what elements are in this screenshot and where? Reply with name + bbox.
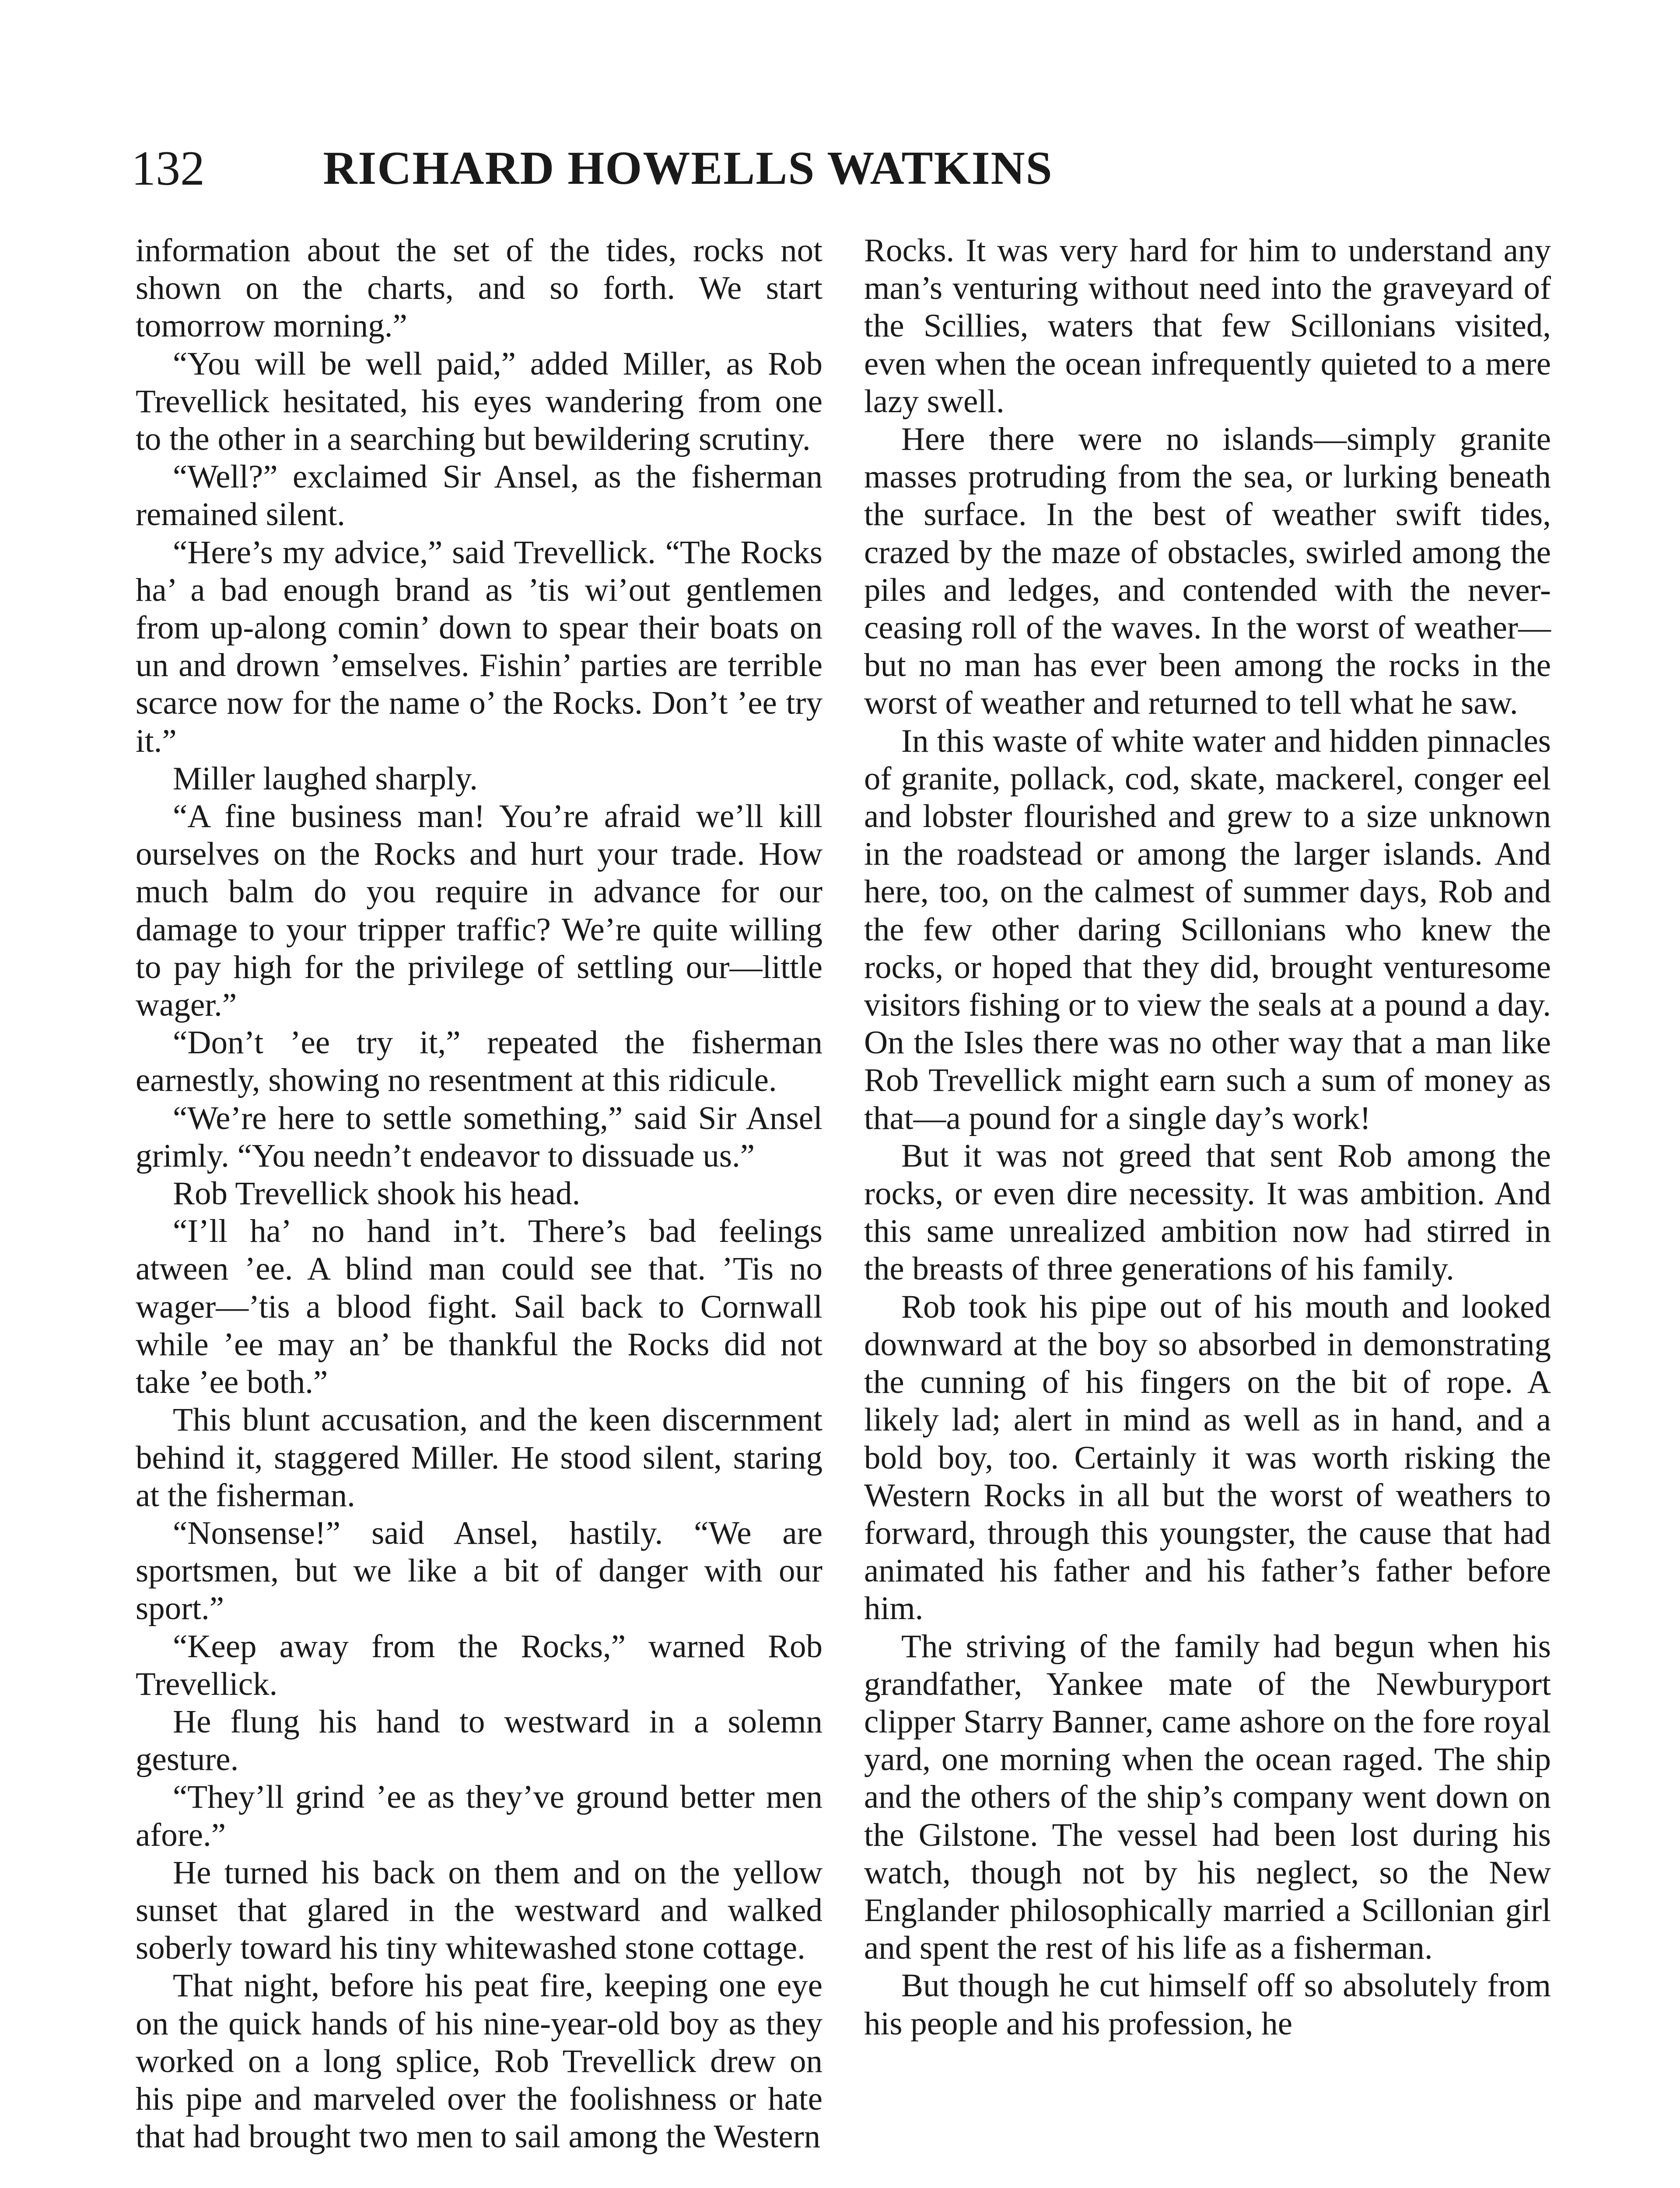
paragraph: He turned his back on them and on the yellow sunset that glared in the westward and walked soberly toward his tiny whitewashed stone cottage.	[136, 1854, 822, 1967]
paragraph: “Nonsense!” said Ansel, hastily. “We are sportsmen, but we like a bit of danger with our sport.”	[136, 1515, 822, 1627]
paragraph: He flung his hand to westward in a solemn gesture.	[136, 1703, 822, 1778]
paragraph: That night, before his peat fire, keeping one eye on the quick hands of his nine-year-old boy as they worked on a long splice, Rob Trevellick drew on his pipe and marveled over the foolishness or hate that had brought two men to sail among the Western	[136, 1967, 822, 2155]
paragraph: Miller laughed sharply.	[173, 760, 478, 797]
paragraph: “Well?” exclaimed Sir Ansel, as the fisherman remained silent.	[136, 459, 822, 533]
paragraph: Here there were no islands—simply granite masses protruding from the sea, or lurking beneath the surface. In the best of weather swift tides, crazed by the maze of obstacles, swirled among the piles and ledges, and contended with the never-ceasing roll of the waves. In the worst of weather—but no man has ever been among the rocks in the worst of weather and returned to tell what he saw.	[864, 421, 1551, 722]
left-column	[136, 232, 822, 2156]
paragraph: “Keep away from the Rocks,” warned Rob Trevellick.	[136, 1628, 822, 1702]
paragraph: But though he cut himself off so absolutely from his people and his profession, he	[864, 1967, 1551, 2042]
paragraph: Rob took his pipe out of his mouth and looked downward at the boy so absorbed in demonstrating the cunning of his fingers on the bit of rope. A likely lad; alert in mind as well as in hand, and a bold boy, too. Certainly it was worth risking the Western Rocks in all but the worst of weathers to forward, through this youngster, the cause that had animated his father and his father’s father before him.	[864, 1288, 1551, 1627]
paragraph: But it was not greed that sent Rob among the rocks, or even dire necessity. It was ambition. And this same unrealized ambition now had stirred in the breasts of three generations of his family.	[864, 1137, 1551, 1287]
paragraph: “I’ll ha’ no hand in’t. There’s bad feelings atween ’ee. A blind man could see that. ’Tis no wager—’tis a blood fight. Sail back to Cornwall while ’ee may an’ be thankful the Rocks did not take ’ee both.”	[136, 1213, 822, 1401]
paragraph: information about the set of the tides, rocks not shown on the charts, and so forth. We start tomorrow morning.”	[136, 232, 822, 344]
paragraph: This blunt accusation, and the keen discernment behind it, staggered Miller. He stood silent, staring at the fisherman.	[136, 1402, 822, 1514]
paragraph: “Don’t ’ee try it,” repeated the fisherman earnestly, showing no resentment at this ridicule.	[136, 1024, 822, 1099]
running-head: RICHARD HOWELLS WATKINS	[323, 142, 1053, 194]
paragraph: “A fine business man! You’re afraid we’ll kill ourselves on the Rocks and hurt your trade. How much balm do you require in advance for our damage to your tripper traffic? We’re quite willing to pay high for the privilege of settling our—little wager.”	[136, 798, 822, 1024]
paragraph: Rocks. It was very hard for him to understand any man’s venturing without need into the graveyard of the Scillies, waters that few Scillonians visited, even when the ocean infrequently quieted to a mere lazy swell.	[864, 232, 1551, 420]
paragraph: “They’ll grind ’ee as they’ve ground better men afore.”	[136, 1779, 822, 1853]
page-header	[131, 136, 1245, 201]
paragraph: “We’re here to settle something,” said Sir Ansel grimly. “You needn’t endeavor to dissuade us.”	[136, 1100, 822, 1174]
paragraph: Rob Trevellick shook his head.	[173, 1175, 581, 1212]
paragraph: “You will be well paid,” added Miller, as Rob Trevellick hesitated, his eyes wandering from one to the other in a searching but bewildering scrutiny.	[136, 345, 822, 458]
right-column	[864, 232, 1551, 2043]
paragraph: In this waste of white water and hidden pinnacles of granite, pollack, cod, skate, mackerel, conger eel and lobster flourished and grew to a size unknown in the roadstead or among the larger islands. And here, too, on the calmest of summer days, Rob and the few other daring Scillonians who knew the rocks, or hoped that they did, brought venturesome visitors fishing or to view the seals at a pound a day. On the Isles there was no other way that a man like Rob Trevellick might earn such a sum of money as that—a pound for a single day’s work!	[864, 722, 1551, 1136]
paragraph: “Here’s my advice,” said Trevellick. “The Rocks ha’ a bad enough brand as ’tis wi’out gentlemen from up-along comin’ down to spear their boats on un and drown ’emselves. Fishin’ parties are terrible scarce now for the name o’ the Rocks. Don’t ’ee try it.”	[136, 534, 822, 759]
paragraph: The striving of the family had begun when his grandfather, Yankee mate of the Newburyport clipper Starry Banner, came ashore on the fore royal yard, one morning when the ocean raged. The ship and the others of the ship’s company went down on the Gilstone. The vessel had been lost during his watch, though not by his neglect, so the New Englander philosophically married a Scillonian girl and spent the rest of his life as a fisherman.	[864, 1628, 1551, 1967]
page-number: 132	[131, 141, 205, 196]
